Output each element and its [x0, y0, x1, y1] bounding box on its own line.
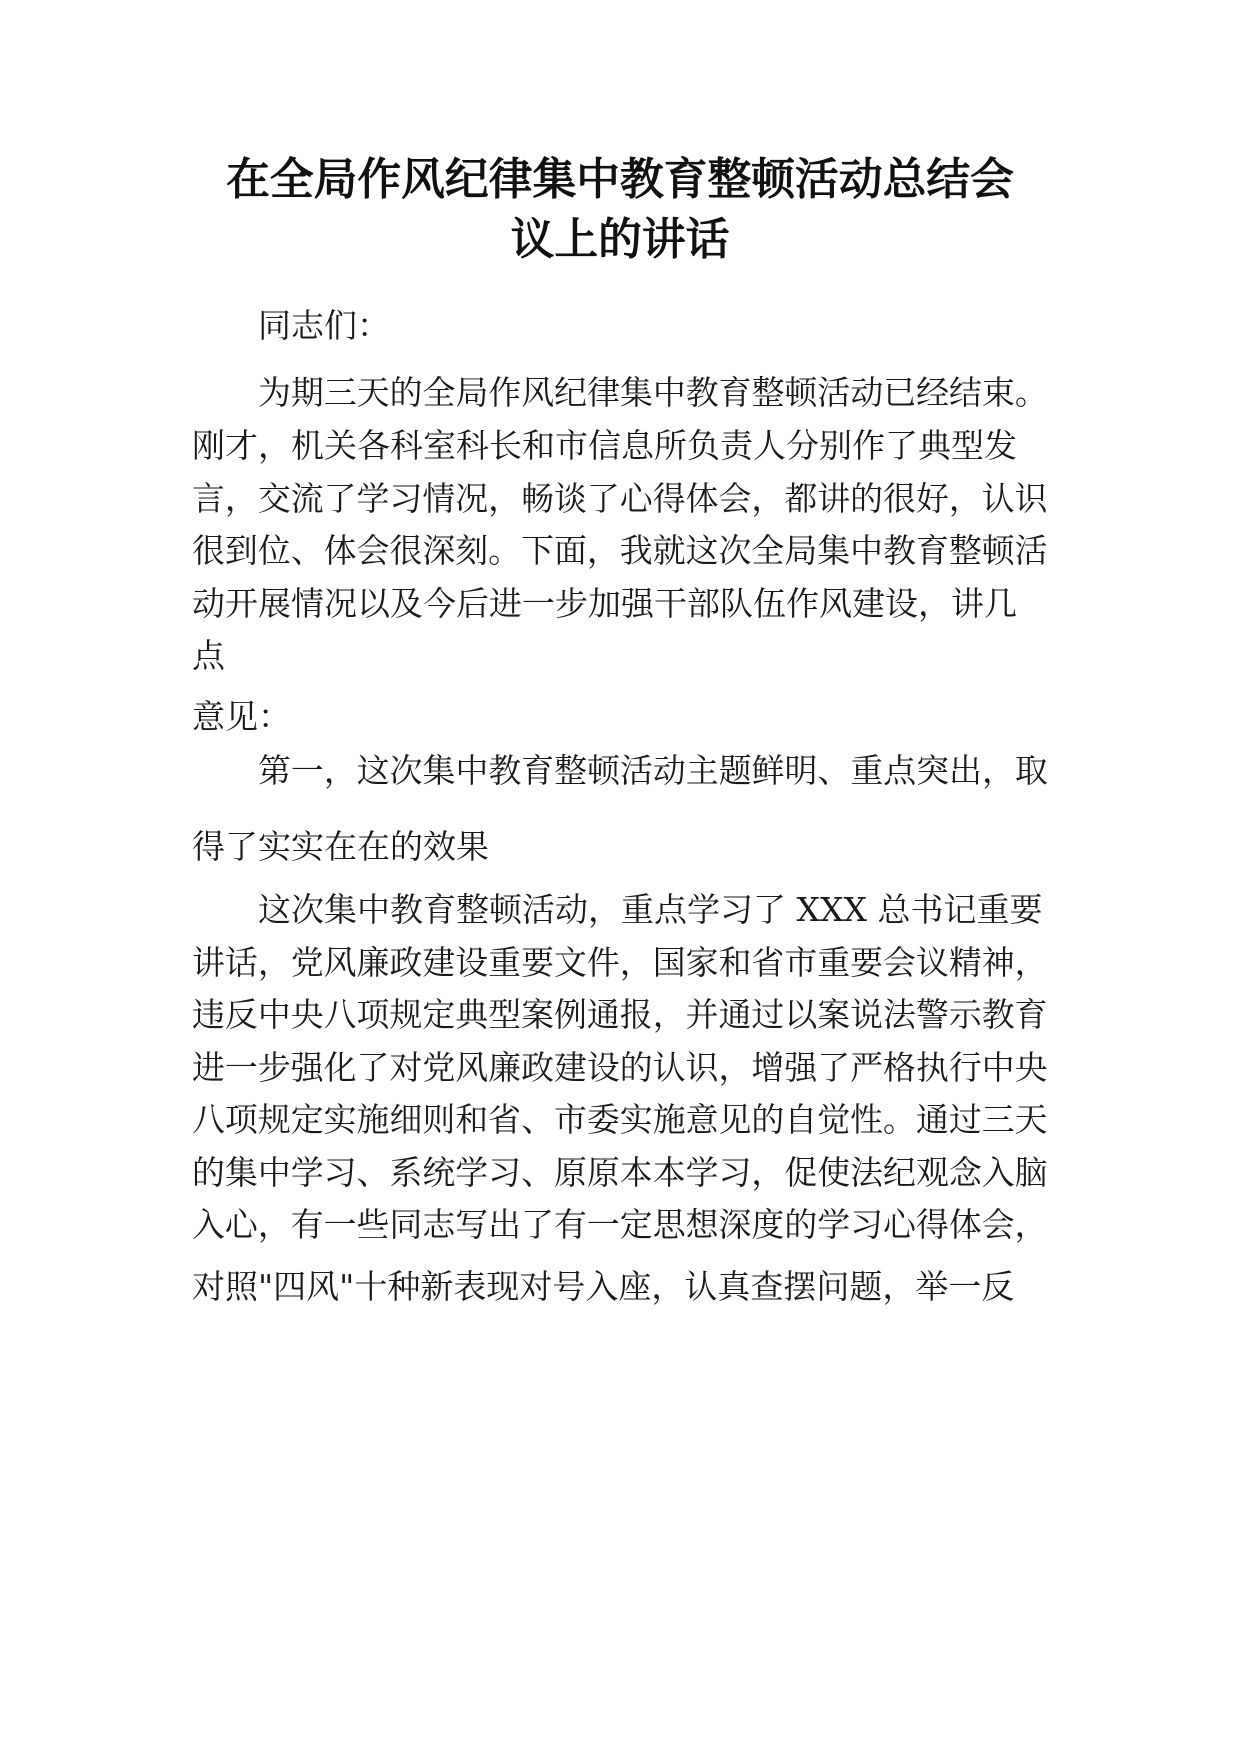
paragraph-line: 对照"四风"十种新表现对号入座，认真查摆问题，举一反 [192, 1267, 1015, 1306]
salutation: 同志们： [258, 306, 390, 345]
section-heading-line: 得了实实在在的效果 [192, 827, 489, 866]
paragraph-line: 进一步强化了对党风廉政建设的认识，增强了严格执行中央 [192, 1048, 1048, 1087]
paragraph-line: 为期三天的全局作风纪律集中教育整顿活动已经结束。 [258, 373, 1048, 412]
paragraph-line: 这次集中教育整顿活动，重点学习了 XXX 总书记重要 [258, 890, 1043, 929]
section-heading-line: 第一，这次集中教育整顿活动主题鲜明、重点突出，取 [258, 751, 1048, 790]
document-title-line-1: 在全局作风纪律集中教育整顿活动总结会 [226, 154, 1014, 205]
paragraph-line: 动开展情况以及今后进一步加强干部队伍作风建设，讲几 [192, 584, 1017, 623]
paragraph-line: 的集中学习、系统学习、原原本本学习，促使法纪观念入脑 [192, 1153, 1048, 1192]
paragraph-line: 点 [192, 636, 225, 675]
paragraph-line: 刚才，机关各科室科长和市信息所负责人分别作了典型发 [192, 426, 1017, 465]
paragraph-line: 讲话，党风廉政建设重要文件，国家和省市重要会议精神， [192, 943, 1048, 982]
document-title-line-2: 议上的讲话 [510, 214, 730, 265]
paragraph-line: 违反中央八项规定典型案例通报，并通过以案说法警示教育 [192, 995, 1048, 1034]
paragraph-line: 八项规定实施细则和省、市委实施意见的自觉性。通过三天 [192, 1100, 1048, 1139]
paragraph-line: 很到位、体会很深刻。下面，我就这次全局集中教育整顿活 [192, 531, 1048, 570]
paragraph-line: 入心，有一些同志写出了有一定思想深度的学习心得体会， [192, 1205, 1048, 1244]
paragraph-line: 言，交流了学习情况，畅谈了心得体会，都讲的很好，认识 [192, 479, 1048, 518]
paragraph-line: 意见： [192, 697, 291, 736]
